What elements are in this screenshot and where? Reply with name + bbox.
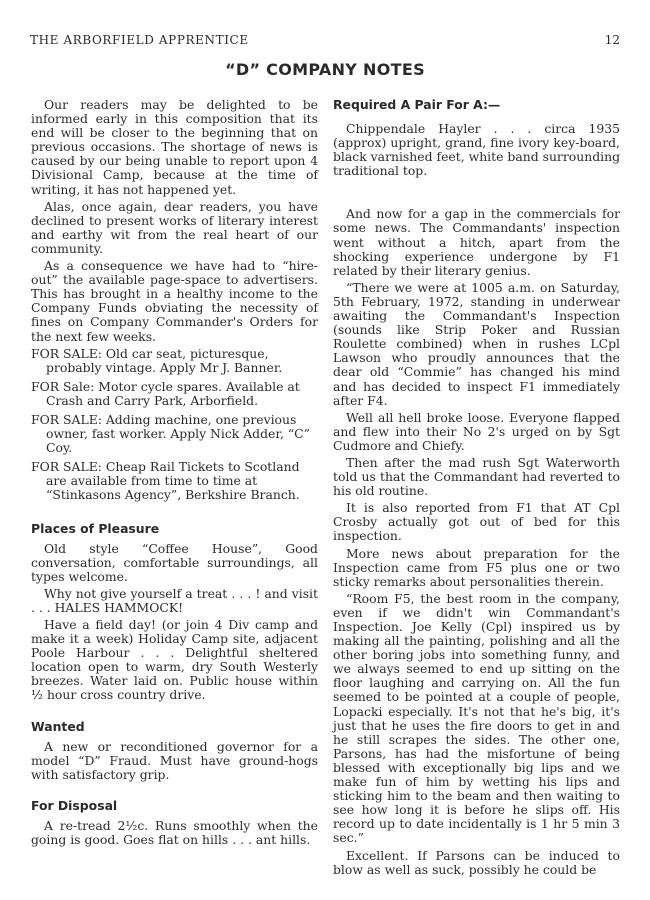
paragraph: As a consequence we have had to “hire-out” the available page-space to advertisers. This has brought in a healthy income to the Company Funds obviating the necessity of fines on Company Commander's Orders for the next few weeks. <box>31 258 318 344</box>
paragraph: “There we were at 1005 a.m. on Saturday, 5th February, 1972, standing in underwear awaiting the Commandant's Inspection (sounds like Strip Poker and Russian Roulette combined) when in rushes LCpl Lawson who proudly announces that the dear old “Commie” has changed his mind and has decided to inspect F1 immediately after F4. <box>333 279 620 408</box>
advert: FOR SALE: Cheap Rail Tickets to Scotland are available from time to time at “Stinkasons Agency”, Berkshire Branch. <box>31 459 300 503</box>
paragraph: It is also reported from F1 that AT Cpl Crosby actually got out of bed for this inspection. <box>333 500 620 544</box>
advert: FOR Sale: Motor cycle spares. Available at Crash and Carry Park, Arborfield. <box>31 378 300 408</box>
paragraph: Alas, once again, dear readers, you have declined to present works of literary interest and earthy wit from the real heart of our community. <box>31 198 318 256</box>
section-heading: For Disposal <box>31 797 118 813</box>
paragraph: Then after the mad rush Sgt Waterworth told us that the Commandant had reverted to his old routine. <box>333 454 620 499</box>
paragraph: “Room F5, the best room in the company, even if we didn't win Commandant's Inspection. Joe Kelly (Cpl) inspired us by making all the painting, polishing and all the other boring jobs into something funny, and we always seemed to end up sitting on the floor laughing and carrying on. All the fun seemed to be pointed at a couple of people, Lopacki especially. It's not that he's big, it's just that he uses the fire doors to get in and he still scrapes the sides. The other one, Parsons, has had the misfortune of being blessed with exceptionally big lips and we make fun of him by wetting his lips and sticking him to the beam and then waiting to see how long it is before he slips off. His record up to date incidentally is 1 hr 5 min 3 sec.” <box>333 590 620 846</box>
paragraph: Have a field day! (or join 4 Div camp and make it a week) Holiday Camp site, adjacent Poole Harbour . . . Delightful sheltered location open to warm, dry South Westerly breezes. Water laid on. Public house within ½ hour cross country drive. <box>31 617 318 703</box>
right-column <box>333 98 620 880</box>
paragraph: Well all hell broke loose. Everyone flapped and flew into their No 2's urged on by Sgt Cudmore and Chiefy. <box>333 409 620 453</box>
paragraph: Why not give yourself a treat . . . ! and visit . . . HALES HAMMOCK! <box>31 585 318 615</box>
section-heading: Wanted <box>31 718 85 734</box>
left-column <box>31 98 318 850</box>
advert: FOR SALE: Adding machine, one previous owner, fast worker. Apply Nick Adder, “C” Coy. <box>31 411 310 456</box>
section-heading: Required A Pair For A:— <box>333 97 501 112</box>
page-number: 12 <box>604 33 620 47</box>
advert: FOR SALE: Old car seat, picturesque, probably vintage. Apply Mr J. Banner. <box>31 345 283 375</box>
paragraph: Chippendale Hayler . . . circa 1935 (approx) upright, grand, fine ivory key-board, black varnished feet, white band surrounding traditional top. <box>333 121 620 179</box>
paragraph: And now for a gap in the commercials for some news. The Commandants' inspection went without a hitch, apart from the shocking experience undergone by F1 related by their literary genius. <box>333 206 620 278</box>
publication-title: THE ARBORFIELD APPRENTICE <box>30 33 249 47</box>
paragraph: More news about preparation for the Inspection came from F5 plus one or two sticky remarks about personalities therein. <box>333 545 620 589</box>
intro-paragraph: Our readers may be delighted to be informed early in this composition that its end will be closer to the beginning that on previous occasions. The shortage of news is caused by our being unable to report upon 4 Divisional Camp, because at the time of writing, it has not happened yet. <box>31 97 318 197</box>
paragraph: Old style “Coffee House”, Good conversation, comfortable surroundings, all types welcome. <box>31 540 318 584</box>
paragraph: Excellent. If Parsons can be induced to blow as well as suck, possibly he could be <box>333 847 620 877</box>
paragraph: A re-tread 2½c. Runs smoothly when the going is good. Goes flat on hills . . . ant hills. <box>31 817 318 847</box>
article-title: “D” COMPANY NOTES <box>225 60 425 79</box>
section-heading: Places of Pleasure <box>31 520 160 536</box>
paragraph: A new or reconditioned governor for a model “D” Fraud. Must have ground-hogs with satisfactory grip. <box>31 738 318 782</box>
